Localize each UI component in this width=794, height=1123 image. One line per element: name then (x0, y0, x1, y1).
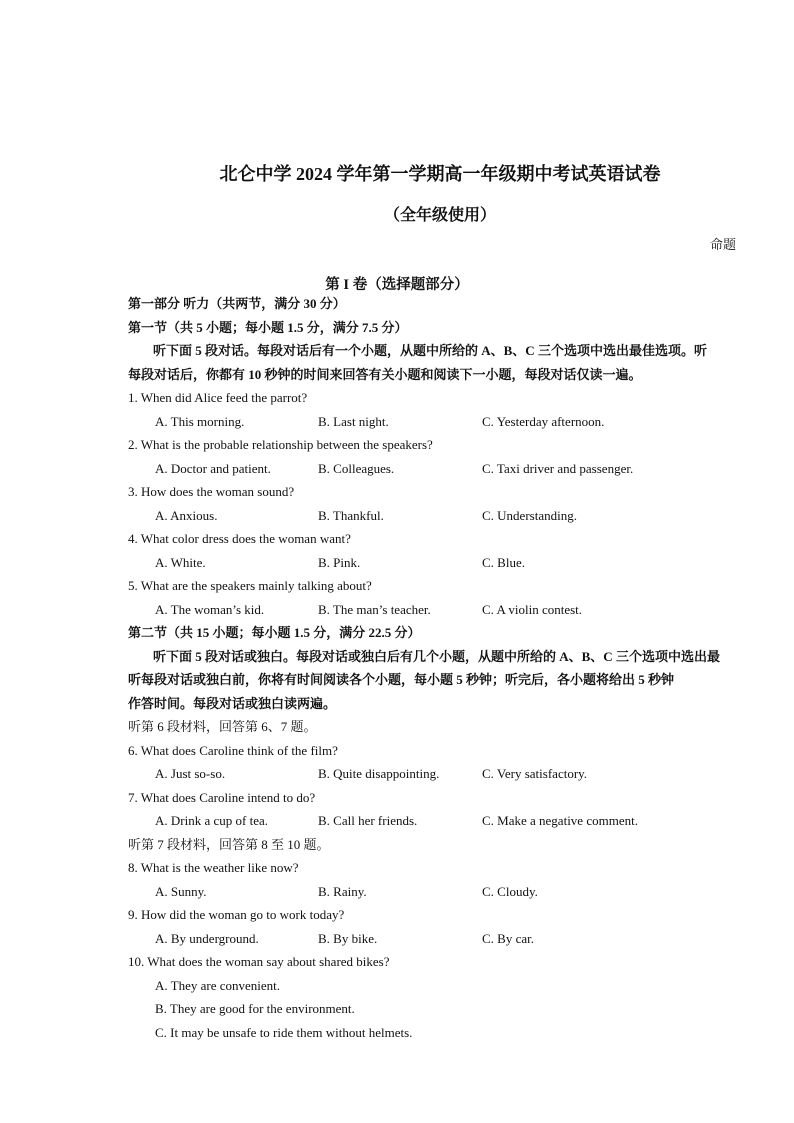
question-stem: 3. How does the woman sound? (128, 484, 295, 499)
author-label: 命题 (709, 237, 736, 252)
option-b: B. The man’s teacher. (318, 601, 431, 617)
option-c: C. By car. (482, 930, 534, 946)
part1-heading: 第一部分 听力（共两节，满分 30 分） (128, 296, 346, 311)
option-b: B. Colleagues. (318, 460, 395, 476)
question-stem: 2. What is the probable relationship between the speakers? (128, 437, 433, 452)
option-a: A. Drink a cup of tea. (155, 813, 268, 828)
question-stem: 4. What color dress does the woman want? (128, 531, 351, 546)
option-c: C. Taxi driver and passenger. (482, 460, 634, 476)
section1-instructions-line2: 每段对话后，你都有 10 秒钟的时间来回答有关小题和阅读下一小题，每段对话仅读一遍。 (128, 366, 642, 382)
question-options (128, 880, 752, 904)
option-c: C. It may be unsafe to ride them without helmets. (155, 1024, 413, 1040)
option-b: B. Rainy. (318, 883, 367, 899)
question-options (128, 927, 752, 951)
question-stem: 7. What does Caroline intend to do? (128, 789, 316, 805)
question-stem: 10. What does the woman say about shared bikes? (128, 954, 390, 969)
option-b: B. Call her friends. (318, 813, 418, 828)
option-c: C. Cloudy. (482, 883, 538, 899)
option-c: C. Very satisfactory. (482, 766, 588, 781)
material-6-note: 听第 6 段材料，回答第 6、7 题。 (128, 719, 317, 734)
section2-instructions-line1: 听下面 5 段对话或独白。每段对话或独白后有几个小题，从题中所给的 A、B、C 三个选项中选出最 (153, 648, 720, 664)
question-options (128, 410, 752, 434)
option-c: C. A violin contest. (482, 601, 583, 617)
section1-heading: 第一节（共 5 小题；每小题 1.5 分，满分 7.5 分） (128, 319, 408, 335)
section2-instructions-line3: 作答时间。每段对话或独白读两遍。 (128, 695, 337, 711)
option-c: C. Make a negative comment. (482, 813, 638, 828)
option-a: A. They are convenient. (155, 977, 281, 993)
exam-subtitle: （全年级使用） (383, 207, 496, 224)
material-7-note: 听第 7 段材料，回答第 8 至 10 题。 (128, 836, 330, 852)
question-options (128, 457, 752, 481)
option-c: C. Blue. (482, 554, 525, 570)
question-stem: 9. How did the woman go to work today? (128, 907, 345, 922)
question-options (128, 504, 752, 528)
question-options (128, 762, 752, 786)
option-c: C. Understanding. (482, 507, 577, 523)
option-c: C. Yesterday afternoon. (482, 413, 605, 429)
option-a: A. White. (155, 554, 206, 570)
option-a: A. Anxious. (155, 507, 218, 523)
option-b: B. They are good for the environment. (155, 1001, 355, 1016)
option-a: A. Just so-so. (155, 766, 226, 781)
volume-title: 第 I 卷（选择题部分） (325, 277, 469, 293)
section1-instructions-line1: 听下面 5 段对话。每段对话后有一个小题，从题中所给的 A、B、C 三个选项中选出最佳选项。听 (153, 343, 707, 358)
exam-title: 北仑中学 2024 学年第一学期高一年级期中考试英语试卷 (219, 164, 661, 184)
option-b: B. By bike. (318, 930, 378, 946)
question-stem: 5. What are the speakers mainly talking about? (128, 578, 372, 593)
option-a: A. Doctor and patient. (155, 460, 271, 476)
question-stem: 1. When did Alice feed the parrot? (128, 390, 308, 405)
option-b: B. Thankful. (318, 507, 384, 523)
option-b: B. Pink. (318, 554, 361, 570)
option-a: A. This morning. (155, 413, 245, 429)
option-b: B. Quite disappointing. (318, 766, 440, 781)
option-a: A. By underground. (155, 930, 259, 946)
question-options (128, 551, 752, 575)
option-b: B. Last night. (318, 413, 389, 429)
question-options (128, 809, 752, 833)
section2-instructions-line2: 听每段对话或独白前，你将有时间阅读各个小题，每小题 5 秒钟；听完后，各小题将给出 5 秒钟 (128, 672, 675, 687)
option-a: A. Sunny. (155, 883, 207, 899)
exam-content (128, 292, 752, 1044)
section2-heading: 第二节（共 15 小题；每小题 1.5 分，满分 22.5 分） (128, 625, 421, 640)
question-stem: 8. What is the weather like now? (128, 860, 299, 875)
question-stem: 6. What does Caroline think of the film? (128, 742, 338, 758)
option-a: A. The woman’s kid. (155, 601, 265, 617)
question-options (128, 598, 752, 622)
